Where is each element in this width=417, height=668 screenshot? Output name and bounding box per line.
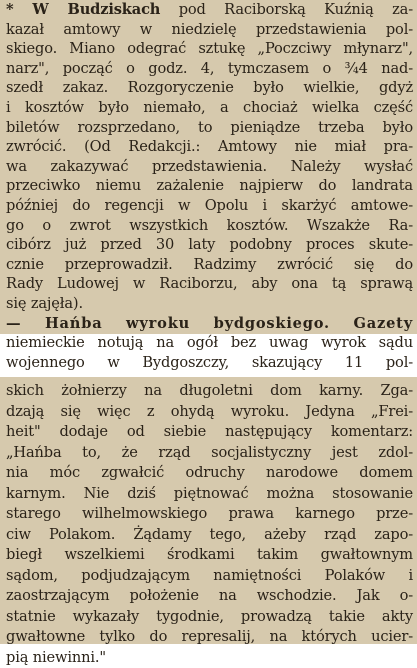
article-line: heit" dodaje od siebie następujący komentarz:: [6, 422, 413, 443]
article-line: gwałtowne tylko do represalij, na których ucier-: [6, 627, 413, 648]
article-line: * W Budziskach pod Raciborską Kuźnią za-: [6, 0, 413, 20]
article-line: cznie przeprowadził. Radzimy zwrócić się do: [6, 255, 413, 275]
article-line: pią niewinni.": [6, 648, 413, 668]
article-line: karnym. Nie dziś piętnować można stosowanie: [6, 484, 413, 505]
article-line: zaostrzającym położenie na wschodzie. Jak o-: [6, 586, 413, 607]
article-line: zwrócić. (Od Redakcji.: Amtowy nie miał pra-: [6, 137, 413, 157]
article-line: nia móc zgwałcić odruchy narodowe domem: [6, 463, 413, 484]
article-heading-line: — Hańba wyroku bydgoskiego. Gazety: [6, 314, 413, 334]
article-line: przeciwko niemu zażalenie najpierw do landrata: [6, 176, 413, 196]
newspaper-clipping-bottom: [0, 377, 417, 644]
article-line: skich żołnierzy na długoletni dom karny. Zga-: [6, 381, 413, 402]
article-lead-bold: * W Budziskach: [6, 1, 160, 18]
article-line: kazał amtowy w niedzielę przedstawienia pol-: [6, 20, 413, 40]
article-line: szedł zakaz. Rozgoryczenie było wielkie, gdyż: [6, 78, 413, 98]
article-line: i kosztów było niemało, a chociaż wielka część: [6, 98, 413, 118]
article-line: niemieckie notują na ogół bez uwag wyrok sądu: [6, 333, 413, 353]
article-line: skiego. Miano odegrać sztukę „Poczciwy młynarz",: [6, 39, 413, 59]
article-line: Rady Ludowej w Raciborzu, aby ona tą sprawą: [6, 274, 413, 294]
article-line: sądom, podjudzającym namiętności Polaków i: [6, 566, 413, 587]
article-line: dzają się więc z ohydą wyroku. Jedyna „Frei-: [6, 402, 413, 423]
article-line: cibórz już przed 30 laty podobny proces skute-: [6, 235, 413, 255]
article-line: narz", począć o godz. 4, tymczasem o ¾4 nad-: [6, 59, 413, 79]
article-line: wa zakazywać przedstawienia. Należy wysłać: [6, 157, 413, 177]
article-line: starego wilhelmowskiego prawa karnego prze-: [6, 504, 413, 525]
article-line: go o zwrot wszystkich kosztów. Wszakże Ra-: [6, 216, 413, 236]
article-line: później do regencji w Opolu i skarżyć amtowe-: [6, 196, 413, 216]
article-line: biletów rozsprzedano, to pieniądze trzeba było: [6, 118, 413, 138]
article-line: się zajęła).: [6, 294, 413, 314]
article-line: statnie wykazały tygodnie, prowadzą takie akty: [6, 607, 413, 628]
article-line: biegł wszelkiemi środkami takim gwałtownym: [6, 545, 413, 566]
article-line: ciw Polakom. Żądamy tego, ażeby rząd zapo-: [6, 525, 413, 546]
article-line: „Hańba to, że rząd socjalistyczny jest zdol-: [6, 443, 413, 464]
article-line: wojennego w Bydgoszczy, skazujący 11 pol-: [6, 353, 413, 373]
